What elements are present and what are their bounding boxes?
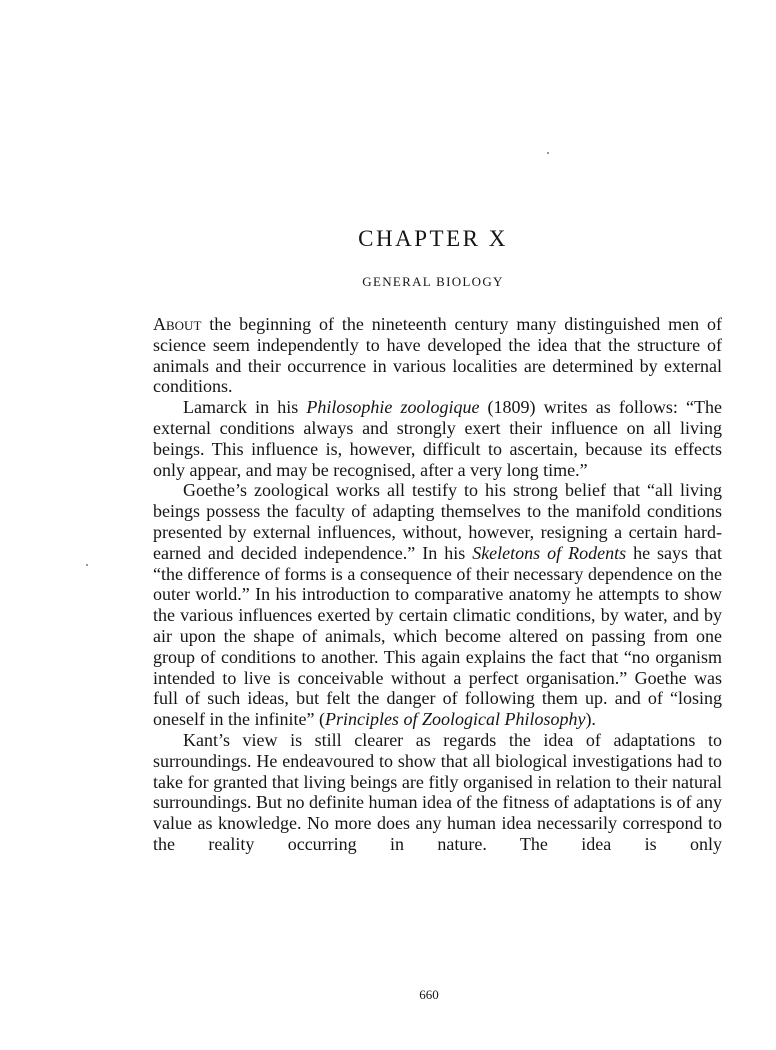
paragraph-1	[153, 314, 722, 397]
book-title: Philosophie zoologique	[306, 397, 480, 418]
paragraph-text: Kant’s view is still clearer as regards the idea of adaptations to surroundings. He endeavoured to show that all biological investigations had to take for granted that living beings are fitly organised in relation to their natural surroundings. But no definite human idea of the fitness of adaptations is of any value as knowledge. No more does any human idea necessarily correspond to the reality occurring in nature. The idea is only	[153, 729, 722, 854]
paragraph-text: Goethe’s zoological works all testify to his strong belief that “all living beings possess the faculty of adapting themselves to the manifold conditions presented by external influences, without, however, resigning a certain hard-earned and decided independence.” In his	[153, 480, 722, 563]
chapter-heading: CHAPTER X	[358, 226, 508, 251]
scan-speck	[86, 564, 88, 566]
paragraph-text: the beginning of the nineteenth century many distinguished men of science seem independently to have developed the idea that the structure of animals and their occurrence in various localities are determined by external conditions.	[153, 314, 722, 397]
body-text	[153, 314, 722, 855]
page-number: 660	[419, 987, 439, 1002]
paragraph-2	[153, 397, 722, 480]
paragraph-3	[153, 480, 722, 730]
book-title: Principles of Zoological Philosophy	[324, 709, 586, 730]
paragraph-text: ).	[585, 709, 596, 730]
paragraph-4	[153, 730, 722, 855]
paragraph-text: (1809) writes as follows: “The external conditions always and strongly exert their influence on all living beings. This influence is, however, difficult to ascertain, because its effects only appear, and may be recognised, after a very long time.”	[153, 397, 722, 480]
scan-speck	[547, 152, 549, 154]
paragraph-text: he says that “the difference of forms is a consequence of their necessary dependence on the outer world.” In his introduction to comparative anatomy he attempts to show the various influences exerted by certain climatic conditions, by water, and by air upon the shape of animals, which become altered on passing from one group of conditions to another. This again explains the fact that “no organism intended to live is conceivable without a perfect organisation.” Goethe was full of such ideas, but felt the danger of following them up. and of “losing oneself in the infinite” (	[153, 542, 723, 730]
book-title: Skeletons of Rodents	[472, 542, 627, 563]
paragraph-text: Lamarck in his	[183, 397, 307, 418]
chapter-subheading: GENERAL BIOLOGY	[362, 274, 504, 289]
paragraph-lead-word: About	[153, 314, 202, 334]
